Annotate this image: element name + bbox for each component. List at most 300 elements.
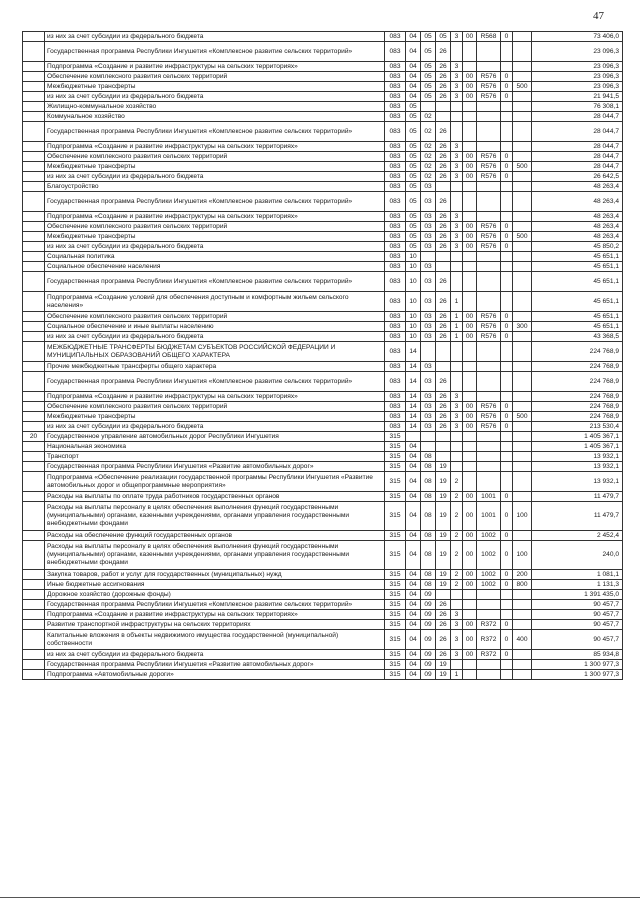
row-number-cell bbox=[23, 580, 45, 590]
code-cell-c1: 083 bbox=[385, 342, 406, 362]
code-cell-c6: 00 bbox=[463, 502, 477, 531]
code-cell-c2: 04 bbox=[406, 590, 421, 600]
table-row bbox=[23, 570, 623, 580]
amount-cell: 13 932,1 bbox=[532, 472, 623, 492]
code-cell-c2: 14 bbox=[406, 412, 421, 422]
code-cell-c6 bbox=[463, 62, 477, 72]
code-cell-c3: 09 bbox=[421, 620, 436, 630]
amount-cell: 85 934,8 bbox=[532, 650, 623, 660]
code-cell-c5 bbox=[451, 362, 463, 372]
code-cell-c6: 00 bbox=[463, 232, 477, 242]
code-cell-c9 bbox=[513, 112, 532, 122]
row-number-cell bbox=[23, 292, 45, 312]
code-cell-c7 bbox=[477, 342, 501, 362]
row-number-cell: 20 bbox=[23, 432, 45, 442]
code-cell-c1: 083 bbox=[385, 312, 406, 322]
code-cell-c9 bbox=[513, 650, 532, 660]
code-cell-c4: 26 bbox=[436, 222, 451, 232]
code-cell-c2: 04 bbox=[406, 650, 421, 660]
code-cell-c6: 00 bbox=[463, 570, 477, 580]
code-cell-c8 bbox=[501, 272, 513, 292]
expense-name-cell: Национальная экономика bbox=[45, 442, 385, 452]
expense-name-cell: Государственная программа Республики Ингушетия «Комплексное развитие сельских территорий» bbox=[45, 272, 385, 292]
code-cell-c1: 083 bbox=[385, 272, 406, 292]
expense-name-cell: Расходы на выплаты персоналу в целях обеспечения выполнения функций государственными (муниципальными) органами, казенными учреждениями, органами управления государственными внебюджетными фондами bbox=[45, 502, 385, 531]
code-cell-c1: 083 bbox=[385, 372, 406, 392]
code-cell-c6 bbox=[463, 262, 477, 272]
row-number-cell bbox=[23, 372, 45, 392]
amount-cell: 28 044,7 bbox=[532, 112, 623, 122]
code-cell-c8: 0 bbox=[501, 242, 513, 252]
amount-cell: 11 479,7 bbox=[532, 492, 623, 502]
code-cell-c3: 03 bbox=[421, 312, 436, 322]
expense-name-cell: Коммунальное хозяйство bbox=[45, 112, 385, 122]
code-cell-c1: 083 bbox=[385, 262, 406, 272]
code-cell-c4: 26 bbox=[436, 372, 451, 392]
code-cell-c7: 1002 bbox=[477, 531, 501, 541]
table-row bbox=[23, 262, 623, 272]
code-cell-c1: 083 bbox=[385, 322, 406, 332]
code-cell-c9: 500 bbox=[513, 232, 532, 242]
table-row bbox=[23, 182, 623, 192]
code-cell-c6: 00 bbox=[463, 82, 477, 92]
amount-cell: 224 768,9 bbox=[532, 392, 623, 402]
code-cell-c4: 26 bbox=[436, 212, 451, 222]
expense-name-cell: Государственная программа Республики Ингушетия «Развитие автомобильных дорог» bbox=[45, 462, 385, 472]
table-row bbox=[23, 472, 623, 492]
code-cell-c3: 02 bbox=[421, 162, 436, 172]
amount-cell: 48 263,4 bbox=[532, 232, 623, 242]
expense-name-cell: Капитальные вложения в объекты недвижимого имущества государственной (муниципальной) собственности bbox=[45, 630, 385, 650]
code-cell-c7 bbox=[477, 182, 501, 192]
code-cell-c3: 05 bbox=[421, 82, 436, 92]
code-cell-c2: 10 bbox=[406, 252, 421, 262]
code-cell-c9 bbox=[513, 660, 532, 670]
amount-cell: 90 457,7 bbox=[532, 620, 623, 630]
table-row bbox=[23, 650, 623, 660]
code-cell-c7: 1002 bbox=[477, 541, 501, 570]
code-cell-c6: 00 bbox=[463, 402, 477, 412]
code-cell-c4 bbox=[436, 112, 451, 122]
code-cell-c4: 26 bbox=[436, 600, 451, 610]
code-cell-c3: 03 bbox=[421, 212, 436, 222]
code-cell-c5: 3 bbox=[451, 610, 463, 620]
code-cell-c7: R576 bbox=[477, 172, 501, 182]
code-cell-c4 bbox=[436, 252, 451, 262]
code-cell-c1: 083 bbox=[385, 32, 406, 42]
row-number-cell bbox=[23, 42, 45, 62]
code-cell-c5 bbox=[451, 182, 463, 192]
code-cell-c7 bbox=[477, 610, 501, 620]
table-row bbox=[23, 620, 623, 630]
code-cell-c8: 0 bbox=[501, 402, 513, 412]
code-cell-c7: R576 bbox=[477, 162, 501, 172]
code-cell-c9: 100 bbox=[513, 541, 532, 570]
code-cell-c1: 315 bbox=[385, 650, 406, 660]
code-cell-c8 bbox=[501, 452, 513, 462]
expense-name-cell: Подпрограмма «Обеспечение реализации государственной программы Республики Ингушетия «Развитие автомобильных дорог и общепрограммные мероприятия» bbox=[45, 472, 385, 492]
code-cell-c7 bbox=[477, 102, 501, 112]
table-row bbox=[23, 432, 623, 442]
code-cell-c6 bbox=[463, 610, 477, 620]
code-cell-c9 bbox=[513, 152, 532, 162]
code-cell-c2: 05 bbox=[406, 172, 421, 182]
code-cell-c4 bbox=[436, 262, 451, 272]
code-cell-c1: 315 bbox=[385, 492, 406, 502]
row-number-cell bbox=[23, 342, 45, 362]
row-number-cell bbox=[23, 590, 45, 600]
code-cell-c9 bbox=[513, 272, 532, 292]
row-number-cell bbox=[23, 252, 45, 262]
code-cell-c5: 3 bbox=[451, 62, 463, 72]
table-row bbox=[23, 102, 623, 112]
amount-cell: 45 651,1 bbox=[532, 262, 623, 272]
code-cell-c9 bbox=[513, 252, 532, 262]
code-cell-c6 bbox=[463, 182, 477, 192]
table-row bbox=[23, 62, 623, 72]
expense-name-cell: Подпрограмма «Создание и развитие инфраструктуры на сельских территориях» bbox=[45, 392, 385, 402]
table-row bbox=[23, 541, 623, 570]
code-cell-c7 bbox=[477, 252, 501, 262]
code-cell-c4: 26 bbox=[436, 42, 451, 62]
row-number-cell bbox=[23, 242, 45, 252]
code-cell-c6 bbox=[463, 112, 477, 122]
amount-cell: 90 457,7 bbox=[532, 630, 623, 650]
code-cell-c4: 19 bbox=[436, 670, 451, 680]
code-cell-c8 bbox=[501, 142, 513, 152]
code-cell-c9: 500 bbox=[513, 162, 532, 172]
code-cell-c3: 05 bbox=[421, 92, 436, 102]
code-cell-c3: 08 bbox=[421, 462, 436, 472]
code-cell-c4: 26 bbox=[436, 92, 451, 102]
code-cell-c2 bbox=[406, 432, 421, 442]
table-row bbox=[23, 412, 623, 422]
expense-name-cell: Государственная программа Республики Ингушетия «Развитие автомобильных дорог» bbox=[45, 660, 385, 670]
expense-name-cell: Межбюджетные трансферты bbox=[45, 232, 385, 242]
table-row bbox=[23, 670, 623, 680]
code-cell-c4 bbox=[436, 590, 451, 600]
code-cell-c3: 05 bbox=[421, 42, 436, 62]
row-number-cell bbox=[23, 112, 45, 122]
code-cell-c7 bbox=[477, 660, 501, 670]
row-number-cell bbox=[23, 222, 45, 232]
code-cell-c1: 083 bbox=[385, 122, 406, 142]
code-cell-c4: 26 bbox=[436, 322, 451, 332]
code-cell-c1: 083 bbox=[385, 412, 406, 422]
amount-cell: 45 651,1 bbox=[532, 312, 623, 322]
code-cell-c7 bbox=[477, 142, 501, 152]
code-cell-c9 bbox=[513, 472, 532, 492]
amount-cell: 23 096,3 bbox=[532, 82, 623, 92]
code-cell-c2: 05 bbox=[406, 242, 421, 252]
code-cell-c4: 26 bbox=[436, 402, 451, 412]
expense-name-cell: Обеспечение комплексного развития сельских территорий bbox=[45, 72, 385, 82]
code-cell-c6 bbox=[463, 452, 477, 462]
code-cell-c2: 04 bbox=[406, 610, 421, 620]
expense-name-cell: Государственное управление автомобильных дорог Республики Ингушетия bbox=[45, 432, 385, 442]
code-cell-c3: 09 bbox=[421, 600, 436, 610]
code-cell-c1: 083 bbox=[385, 142, 406, 152]
code-cell-c7 bbox=[477, 292, 501, 312]
code-cell-c5 bbox=[451, 102, 463, 112]
code-cell-c5 bbox=[451, 122, 463, 142]
amount-cell: 90 457,7 bbox=[532, 610, 623, 620]
expense-name-cell: Иные бюджетные ассигнования bbox=[45, 580, 385, 590]
code-cell-c8 bbox=[501, 670, 513, 680]
expense-name-cell: Социальная политика bbox=[45, 252, 385, 262]
code-cell-c1: 083 bbox=[385, 402, 406, 412]
row-number-cell bbox=[23, 232, 45, 242]
table-row bbox=[23, 422, 623, 432]
expense-name-cell: Обеспечение комплексного развития сельских территорий bbox=[45, 152, 385, 162]
code-cell-c8: 0 bbox=[501, 580, 513, 590]
code-cell-c6 bbox=[463, 142, 477, 152]
code-cell-c2: 05 bbox=[406, 162, 421, 172]
table-row bbox=[23, 232, 623, 242]
code-cell-c4: 26 bbox=[436, 62, 451, 72]
code-cell-c7 bbox=[477, 392, 501, 402]
amount-cell: 1 131,3 bbox=[532, 580, 623, 590]
code-cell-c2: 05 bbox=[406, 222, 421, 232]
table-row bbox=[23, 92, 623, 102]
code-cell-c4: 26 bbox=[436, 242, 451, 252]
table-row bbox=[23, 192, 623, 212]
code-cell-c1: 315 bbox=[385, 590, 406, 600]
code-cell-c3: 03 bbox=[421, 402, 436, 412]
code-cell-c1: 315 bbox=[385, 442, 406, 452]
code-cell-c8 bbox=[501, 600, 513, 610]
table-row bbox=[23, 600, 623, 610]
code-cell-c8: 0 bbox=[501, 312, 513, 322]
code-cell-c2: 04 bbox=[406, 531, 421, 541]
code-cell-c9: 300 bbox=[513, 322, 532, 332]
code-cell-c3: 08 bbox=[421, 502, 436, 531]
code-cell-c5: 3 bbox=[451, 32, 463, 42]
expense-name-cell: Социальное обеспечение и иные выплаты населению bbox=[45, 322, 385, 332]
code-cell-c8: 0 bbox=[501, 630, 513, 650]
code-cell-c5 bbox=[451, 272, 463, 292]
amount-cell: 1 391 435,0 bbox=[532, 590, 623, 600]
expense-name-cell: Транспорт bbox=[45, 452, 385, 462]
code-cell-c1: 083 bbox=[385, 332, 406, 342]
code-cell-c8: 0 bbox=[501, 650, 513, 660]
code-cell-c7: 1002 bbox=[477, 580, 501, 590]
table-row bbox=[23, 122, 623, 142]
row-number-cell bbox=[23, 62, 45, 72]
code-cell-c5: 3 bbox=[451, 72, 463, 82]
code-cell-c2: 05 bbox=[406, 152, 421, 162]
amount-cell: 73 406,0 bbox=[532, 32, 623, 42]
code-cell-c3: 05 bbox=[421, 72, 436, 82]
code-cell-c4: 26 bbox=[436, 122, 451, 142]
code-cell-c5: 2 bbox=[451, 531, 463, 541]
table-row bbox=[23, 242, 623, 252]
code-cell-c8 bbox=[501, 432, 513, 442]
code-cell-c5 bbox=[451, 192, 463, 212]
expense-name-cell: Социальное обеспечение населения bbox=[45, 262, 385, 272]
code-cell-c2: 04 bbox=[406, 62, 421, 72]
code-cell-c6: 00 bbox=[463, 541, 477, 570]
code-cell-c2: 04 bbox=[406, 472, 421, 492]
code-cell-c9: 800 bbox=[513, 580, 532, 590]
expense-name-cell: из них за счет субсидии из федерального бюджета bbox=[45, 92, 385, 102]
expense-name-cell: Подпрограмма «Создание и развитие инфраструктуры на сельских территориях» bbox=[45, 610, 385, 620]
expense-name-cell: Подпрограмма «Создание и развитие инфраструктуры на сельских территориях» bbox=[45, 62, 385, 72]
code-cell-c1: 315 bbox=[385, 630, 406, 650]
code-cell-c6 bbox=[463, 472, 477, 492]
code-cell-c5: 3 bbox=[451, 92, 463, 102]
code-cell-c4: 26 bbox=[436, 610, 451, 620]
code-cell-c4: 05 bbox=[436, 32, 451, 42]
table-row bbox=[23, 502, 623, 531]
code-cell-c3: 02 bbox=[421, 112, 436, 122]
code-cell-c9 bbox=[513, 262, 532, 272]
code-cell-c5 bbox=[451, 112, 463, 122]
code-cell-c5 bbox=[451, 452, 463, 462]
code-cell-c7 bbox=[477, 462, 501, 472]
amount-cell: 1 300 977,3 bbox=[532, 670, 623, 680]
code-cell-c5: 1 bbox=[451, 292, 463, 312]
code-cell-c8 bbox=[501, 462, 513, 472]
table-row bbox=[23, 162, 623, 172]
code-cell-c5: 1 bbox=[451, 322, 463, 332]
amount-cell: 224 768,9 bbox=[532, 402, 623, 412]
code-cell-c5 bbox=[451, 42, 463, 62]
code-cell-c6 bbox=[463, 342, 477, 362]
row-number-cell bbox=[23, 182, 45, 192]
code-cell-c5: 3 bbox=[451, 242, 463, 252]
code-cell-c1: 315 bbox=[385, 432, 406, 442]
code-cell-c6: 00 bbox=[463, 152, 477, 162]
row-number-cell bbox=[23, 402, 45, 412]
code-cell-c3 bbox=[421, 102, 436, 112]
code-cell-c7: R372 bbox=[477, 620, 501, 630]
code-cell-c4 bbox=[436, 452, 451, 462]
code-cell-c6: 00 bbox=[463, 172, 477, 182]
expense-name-cell: Государственная программа Республики Ингушетия «Комплексное развитие сельских территорий» bbox=[45, 372, 385, 392]
code-cell-c2: 10 bbox=[406, 272, 421, 292]
row-number-cell bbox=[23, 142, 45, 152]
row-number-cell bbox=[23, 192, 45, 212]
code-cell-c3: 09 bbox=[421, 610, 436, 620]
code-cell-c5: 3 bbox=[451, 162, 463, 172]
code-cell-c8: 0 bbox=[501, 222, 513, 232]
code-cell-c2: 05 bbox=[406, 112, 421, 122]
expense-name-cell: из них за счет субсидии из федерального бюджета bbox=[45, 422, 385, 432]
amount-cell: 1 300 977,3 bbox=[532, 660, 623, 670]
code-cell-c2: 10 bbox=[406, 292, 421, 312]
code-cell-c5: 2 bbox=[451, 541, 463, 570]
code-cell-c8 bbox=[501, 342, 513, 362]
code-cell-c3: 02 bbox=[421, 172, 436, 182]
code-cell-c6 bbox=[463, 590, 477, 600]
code-cell-c7: R576 bbox=[477, 402, 501, 412]
code-cell-c8 bbox=[501, 212, 513, 222]
row-number-cell bbox=[23, 492, 45, 502]
code-cell-c7 bbox=[477, 122, 501, 142]
expense-name-cell: Обеспечение комплексного развития сельских территорий bbox=[45, 312, 385, 322]
code-cell-c7 bbox=[477, 62, 501, 72]
code-cell-c3: 03 bbox=[421, 322, 436, 332]
code-cell-c3: 08 bbox=[421, 570, 436, 580]
code-cell-c8 bbox=[501, 472, 513, 492]
table-row bbox=[23, 72, 623, 82]
code-cell-c6 bbox=[463, 212, 477, 222]
code-cell-c1: 083 bbox=[385, 232, 406, 242]
code-cell-c3: 09 bbox=[421, 660, 436, 670]
code-cell-c9 bbox=[513, 600, 532, 610]
code-cell-c2: 04 bbox=[406, 580, 421, 590]
amount-cell: 48 263,4 bbox=[532, 192, 623, 212]
code-cell-c2: 10 bbox=[406, 322, 421, 332]
code-cell-c2: 05 bbox=[406, 182, 421, 192]
code-cell-c8: 0 bbox=[501, 232, 513, 242]
amount-cell: 21 941,5 bbox=[532, 92, 623, 102]
code-cell-c4 bbox=[436, 442, 451, 452]
code-cell-c1: 083 bbox=[385, 172, 406, 182]
table-row bbox=[23, 42, 623, 62]
code-cell-c5 bbox=[451, 372, 463, 392]
row-number-cell bbox=[23, 630, 45, 650]
code-cell-c6: 00 bbox=[463, 332, 477, 342]
code-cell-c2: 04 bbox=[406, 630, 421, 650]
code-cell-c6 bbox=[463, 292, 477, 312]
code-cell-c6 bbox=[463, 42, 477, 62]
code-cell-c8: 0 bbox=[501, 32, 513, 42]
table-row bbox=[23, 112, 623, 122]
code-cell-c1: 315 bbox=[385, 462, 406, 472]
code-cell-c2: 14 bbox=[406, 362, 421, 372]
code-cell-c5 bbox=[451, 442, 463, 452]
code-cell-c1: 315 bbox=[385, 580, 406, 590]
expense-name-cell: Закупка товаров, работ и услуг для государственных (муниципальных) нужд bbox=[45, 570, 385, 580]
row-number-cell bbox=[23, 152, 45, 162]
code-cell-c5: 3 bbox=[451, 172, 463, 182]
code-cell-c6 bbox=[463, 600, 477, 610]
expense-name-cell: Государственная программа Республики Ингушетия «Комплексное развитие сельских территорий» bbox=[45, 122, 385, 142]
table-row bbox=[23, 152, 623, 162]
code-cell-c2: 14 bbox=[406, 372, 421, 392]
code-cell-c7 bbox=[477, 670, 501, 680]
code-cell-c9 bbox=[513, 372, 532, 392]
code-cell-c6: 00 bbox=[463, 630, 477, 650]
code-cell-c4: 26 bbox=[436, 232, 451, 242]
table-row bbox=[23, 212, 623, 222]
code-cell-c1: 083 bbox=[385, 92, 406, 102]
code-cell-c3: 08 bbox=[421, 580, 436, 590]
code-cell-c9 bbox=[513, 432, 532, 442]
code-cell-c8 bbox=[501, 362, 513, 372]
code-cell-c4: 26 bbox=[436, 72, 451, 82]
code-cell-c2: 04 bbox=[406, 72, 421, 82]
code-cell-c1: 315 bbox=[385, 600, 406, 610]
code-cell-c1: 315 bbox=[385, 531, 406, 541]
code-cell-c7: R372 bbox=[477, 650, 501, 660]
code-cell-c4: 26 bbox=[436, 82, 451, 92]
code-cell-c2: 04 bbox=[406, 570, 421, 580]
table-row bbox=[23, 322, 623, 332]
code-cell-c7: R576 bbox=[477, 152, 501, 162]
code-cell-c5: 3 bbox=[451, 412, 463, 422]
code-cell-c7: R576 bbox=[477, 222, 501, 232]
code-cell-c9 bbox=[513, 531, 532, 541]
expense-name-cell: Дорожное хозяйство (дорожные фонды) bbox=[45, 590, 385, 600]
table-row bbox=[23, 32, 623, 42]
code-cell-c3: 03 bbox=[421, 222, 436, 232]
code-cell-c3: 09 bbox=[421, 650, 436, 660]
code-cell-c8 bbox=[501, 182, 513, 192]
table-row bbox=[23, 531, 623, 541]
